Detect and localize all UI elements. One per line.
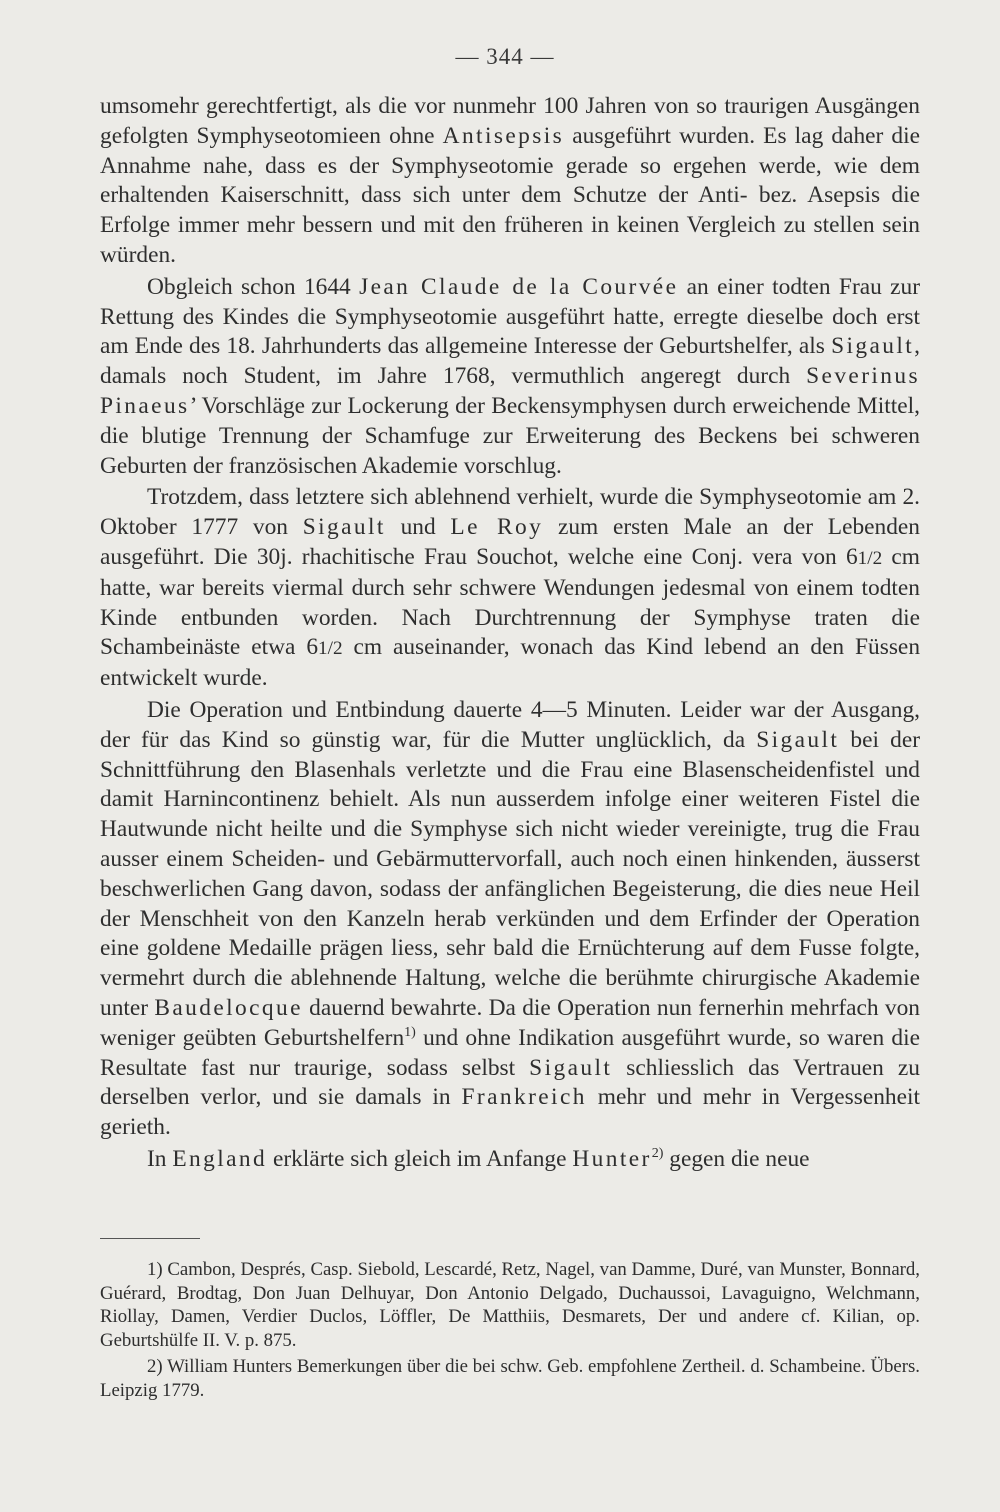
spaced-name: Sigault xyxy=(302,514,386,541)
footnote-ref: 2) xyxy=(651,1145,664,1162)
footnote-1: 1) Cambon, Després, Casp. Siebold, Lescardé, Retz, Nagel, van Damme, Duré, van Munster, Bonnard, Guérard, Brodtag, Don Juan Delhuyar, Don Antonio Delgado, Duchaussoi, Lavaguigno, Welchmann, Riollay, Damen, Verdier Duclos, Löffler, De Matthiis, Desmarets, Der und andere cf. Kilian, op. Geburtshülfe II. V. p. 875. xyxy=(100,1259,920,1351)
text-run: gegen die neue xyxy=(663,1145,810,1172)
fraction: 1/2 xyxy=(318,638,343,660)
text-run: ausgeführt wurden. Es lag daher die Annahme nahe, dass es der Symphyseotomie gerade so ergehen werde, wie dem erhaltenden Kaiserschnitt, dass sich unter dem Schutze der Anti- bez. Asepsis die Erfolge immer mehr bessern und mit den früheren in keinen Vergleich zu stellen sein würden. xyxy=(100,122,921,268)
spaced-term: Antisepsis xyxy=(442,122,565,149)
text-run: erklärte sich gleich im Anfange xyxy=(267,1145,573,1172)
text-run: mehr und mehr in Vergessenheit gerieth. xyxy=(100,1084,920,1141)
text-run: bei der Schnittführung den Blasenhals verletzte und die Frau eine Blasenscheidenfistel und damit Harnincontinenz behielt. Als nun ausserdem infolge einer weiteren Fistel die Hautwunde nicht heilte und die Symphyse sich nicht wieder vereinigte, trug die Frau ausser einem Scheiden- und Gebärmuttervorfall, auch noch einen hinkenden, äusserst beschwerlichen Gang davon, sodass der anfänglichen Begeisterung, die dies neue Heil der Menschheit von den Kanzeln herab verkünden und dem Erfinder der Operation eine goldene Medaille prägen liess, sehr bald die Ernüchterung auf dem Fusse folgte, vermehrt durch die ablehnende Haltung, welche die berühmte chirurgische Akademie unter xyxy=(100,726,921,1021)
spaced-name: Hunter xyxy=(572,1145,652,1172)
text-run: und xyxy=(385,514,451,541)
fraction: 1/2 xyxy=(857,547,883,569)
paragraph-5 xyxy=(100,1145,920,1175)
text-run: umsomehr gerechtfertigt, als die vor nunmehr 100 Jahren von so traurigen Ausgängen gefolgten Symphyseotomieen ohne xyxy=(100,93,920,149)
paragraph-2 xyxy=(100,273,920,482)
spaced-name: Jean Claude de la Courvée xyxy=(359,273,679,300)
text-run: Obgleich schon 1644 xyxy=(147,273,360,300)
text-run: cm hatte, war bereits viermal durch sehr schwere Wendungen jedesmal von einem todten Kinde entbunden worden. Nach Durchtrennung der Symphyse traten die Schambeinäste etwa 6 xyxy=(100,543,920,661)
page-number: — 344 — xyxy=(455,44,555,69)
footnote-divider xyxy=(100,1238,200,1239)
text-run: zum ersten Male an der Lebenden ausgeführt. Die 30j. rhachitische Frau Souchot, welche eine Conj. vera von 6 xyxy=(100,514,921,570)
text-run: dauernd bewahrte. Da die Operation nun fernerhin mehrfach von weniger geübten Geburtshelfern xyxy=(100,994,920,1051)
text-run: Die Operation und Entbindung dauerte 4—5 Minuten. Leider war der Ausgang, der für das Kind so günstig war, für die Mutter unglücklich, da xyxy=(100,696,920,753)
text-run: ’ Vorschläge zur Lockerung der Beckensymphysen durch erweichende Mittel, die blutige Trennung der Schamfuge zur Erweiterung des Beckens bei schweren Geburten der französischen Akademie vorschlug. xyxy=(100,392,920,479)
spaced-name: Frankreich xyxy=(461,1084,587,1111)
text-run: an einer todten Frau zur Rettung des Kindes die Symphyseotomie ausgeführt hatte, erregte dieselbe doch erst am Ende des 18. Jahrhunderts das allgemeine Interesse der Geburtshelfer, als xyxy=(100,273,920,360)
text-run: Trotzdem, dass letztere sich ablehnend verhielt, wurde die Symphyseotomie am 2. Oktober 1777 von xyxy=(100,484,920,541)
footnote-ref: 1) xyxy=(404,1023,416,1040)
spaced-name: England xyxy=(172,1145,268,1172)
footnotes xyxy=(100,1258,920,1403)
spaced-name: Sigault xyxy=(756,726,840,753)
body-text xyxy=(100,92,920,1175)
footnote-2: 2) William Hunters Bemerkungen über die bei schw. Geb. empfohlene Zertheil. d. Schambeine. Übers. Leipzig 1779. xyxy=(100,1356,920,1401)
text-run: und ohne Indikation ausgeführt wurde, so waren die Resultate fast nur traurige, sodass selbst xyxy=(100,1024,920,1081)
paragraph-1 xyxy=(100,92,920,271)
text-run: cm auseinander, wonach das Kind lebend an den Füssen entwickelt wurde. xyxy=(100,634,921,692)
paragraph-3 xyxy=(100,483,920,694)
spaced-name: Sigault xyxy=(831,333,915,360)
text-run: In xyxy=(147,1145,173,1172)
text-run: schliesslich das Vertrauen zu derselben verlor, und sie damals in xyxy=(100,1054,920,1111)
paragraph-4 xyxy=(100,696,920,1143)
spaced-name: Le Roy xyxy=(450,514,544,541)
spaced-name: Severinus Pinaeus xyxy=(100,363,920,419)
spaced-name: Baudelocque xyxy=(154,994,303,1021)
spaced-name: Sigault xyxy=(529,1054,613,1081)
text-run: , damals noch Student, im Jahre 1768, vermuthlich angeregt durch xyxy=(100,333,920,390)
